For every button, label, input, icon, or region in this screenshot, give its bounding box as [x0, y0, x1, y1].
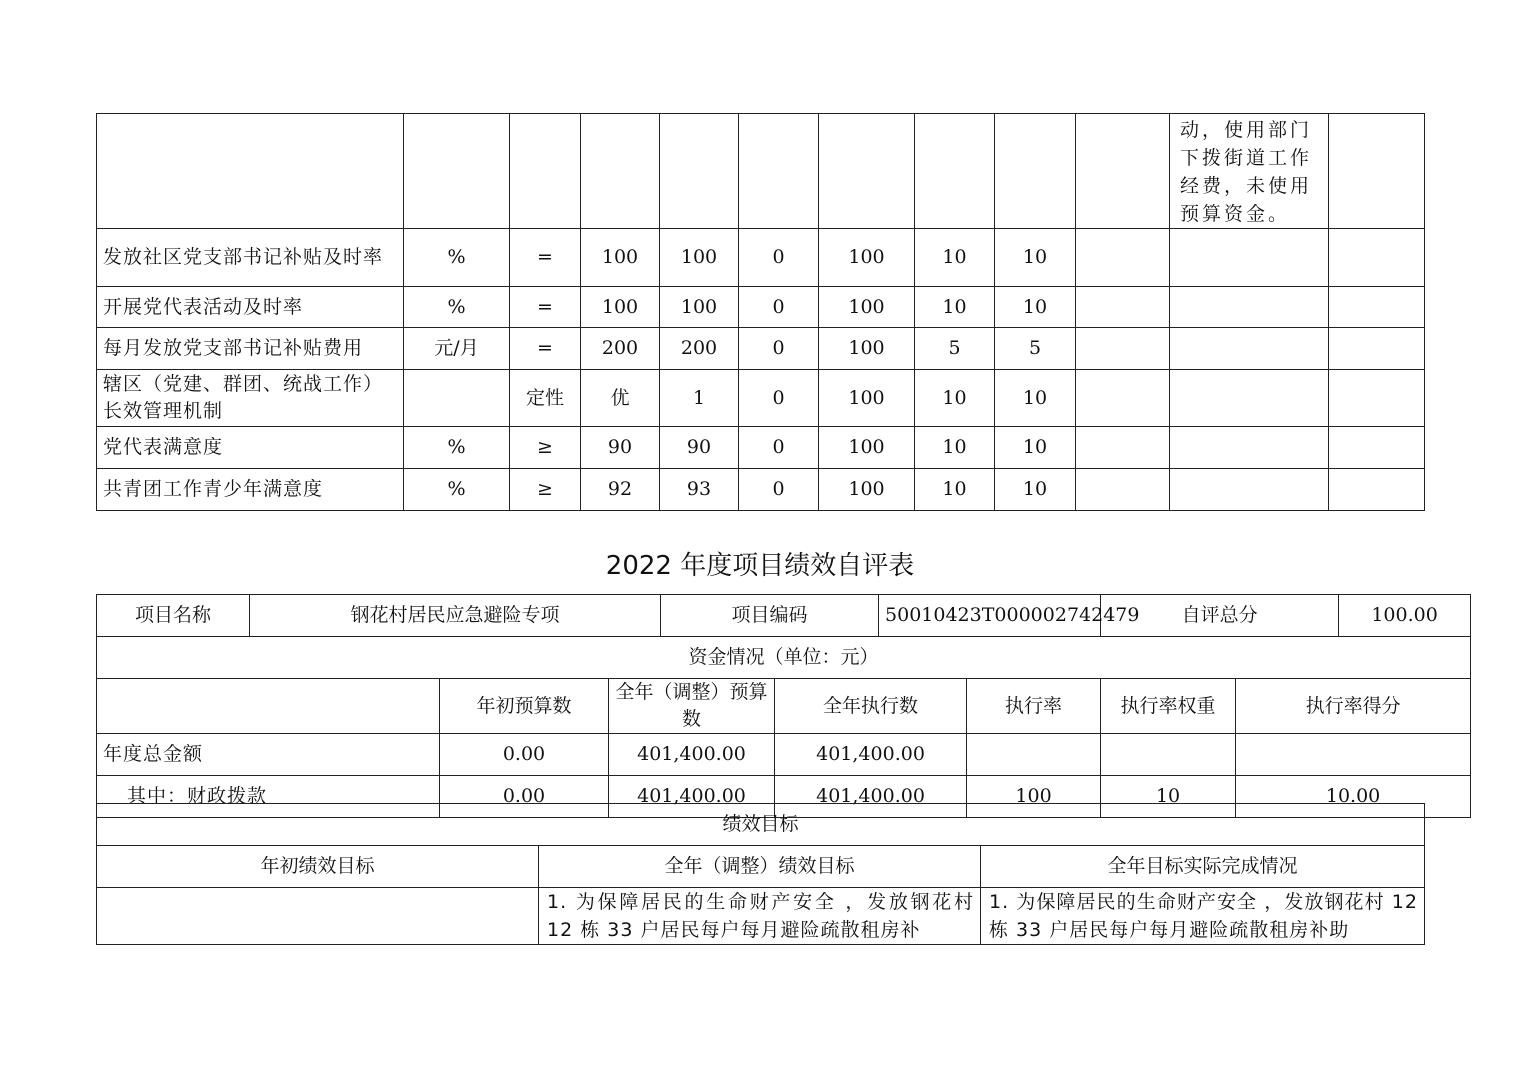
- indicator-weight: 10: [915, 370, 995, 427]
- project-name-value: 钢花村居民应急避险专项: [250, 595, 661, 637]
- funds-header: 执行率得分: [1236, 679, 1471, 734]
- goals-header-row: [97, 846, 1425, 888]
- self-score-label: 自评总分: [1101, 595, 1339, 637]
- indicator-row: [97, 229, 1425, 287]
- project-name-label: 项目名称: [97, 595, 250, 637]
- funds-header: 全年执行数: [775, 679, 967, 734]
- indicator-operator: 定性: [510, 370, 581, 427]
- funds-fiscal-weight: 10: [1101, 776, 1236, 818]
- indicator-c2: 100: [819, 427, 915, 469]
- indicator-actual: 100: [660, 287, 739, 328]
- funds-total-rate: [967, 734, 1101, 776]
- indicator-note-cell: 动，使用部门下拨街道工作经费，未使用预算资金。: [1170, 114, 1329, 229]
- indicator-row: [97, 328, 1425, 370]
- indicator-score: 10: [995, 229, 1076, 287]
- goals-content-row: [97, 888, 1425, 945]
- funds-section-row: [97, 637, 1471, 679]
- indicator-weight: 10: [915, 287, 995, 328]
- indicator-operator: ≥: [510, 427, 581, 469]
- indicator-c1: 0: [739, 370, 819, 427]
- indicator-weight: 10: [915, 427, 995, 469]
- indicator-actual: 1: [660, 370, 739, 427]
- indicator-c1: 0: [739, 328, 819, 370]
- indicator-target: 100: [581, 287, 660, 328]
- page-title: 2022 年度项目绩效自评表: [605, 551, 915, 581]
- funds-header: 全年（调整）预算数: [609, 679, 775, 734]
- indicator-c2: 100: [819, 287, 915, 328]
- indicator-actual: 100: [660, 229, 739, 287]
- funds-header: 执行率权重: [1101, 679, 1236, 734]
- indicator-name: 发放社区党支部书记补贴及时率: [97, 229, 404, 287]
- funds-total-weight: [1101, 734, 1236, 776]
- project-code-value: 50010423T000002742479: [879, 595, 1101, 637]
- funds-fiscal-label: 其中：财政拨款: [97, 776, 440, 818]
- funds-fiscal-rate: 100: [967, 776, 1101, 818]
- indicator-c2: 100: [819, 229, 915, 287]
- indicator-target: 200: [581, 328, 660, 370]
- indicator-weight: 5: [915, 328, 995, 370]
- indicator-c1: 0: [739, 287, 819, 328]
- indicator-unit: 元/月: [404, 328, 510, 370]
- indicator-unit: %: [404, 229, 510, 287]
- indicator-name: 共青团工作青少年满意度: [97, 469, 404, 511]
- indicator-table: [96, 113, 1425, 511]
- indicator-c1: 0: [739, 427, 819, 469]
- goals-table: [96, 803, 1425, 945]
- project-info-row: [97, 595, 1471, 637]
- funds-fiscal-initial: 0.00: [440, 776, 609, 818]
- indicator-name: 党代表满意度: [97, 427, 404, 469]
- goals-header-initial: 年初绩效目标: [97, 846, 539, 888]
- funds-total-row: [97, 734, 1471, 776]
- indicator-target: 92: [581, 469, 660, 511]
- funds-total-adjusted: 401,400.00: [609, 734, 775, 776]
- indicator-target: 90: [581, 427, 660, 469]
- goals-adjusted-text: 1. 为保障居民的生命财产安全 ，发放钢花村 12 栋 33 户居民每户每月避险疏散租房补: [539, 888, 981, 945]
- indicator-weight: 10: [915, 229, 995, 287]
- indicator-c1: 0: [739, 469, 819, 511]
- indicator-unit: [404, 370, 510, 427]
- indicator-unit: %: [404, 469, 510, 511]
- project-code-label: 项目编码: [661, 595, 879, 637]
- funds-section-label: 资金情况（单位：元）: [97, 637, 1471, 679]
- indicator-actual: 90: [660, 427, 739, 469]
- funds-header: 年初预算数: [440, 679, 609, 734]
- indicator-row: [97, 469, 1425, 511]
- indicator-name: 辖区（党建、群团、统战工作）长效管理机制: [97, 370, 404, 427]
- indicator-row: [97, 427, 1425, 469]
- indicator-score: 10: [995, 427, 1076, 469]
- indicator-continuation-row: [97, 114, 1425, 229]
- indicator-operator: ≥: [510, 469, 581, 511]
- funds-total-score: [1236, 734, 1471, 776]
- indicator-operator: =: [510, 229, 581, 287]
- funds-total-executed: 401,400.00: [775, 734, 967, 776]
- funds-header: 执行率: [967, 679, 1101, 734]
- indicator-target: 优: [581, 370, 660, 427]
- goals-initial-text: [97, 888, 539, 945]
- indicator-row: [97, 287, 1425, 328]
- indicator-target: 100: [581, 229, 660, 287]
- indicator-operator: =: [510, 287, 581, 328]
- funds-fiscal-adjusted: 401,400.00: [609, 776, 775, 818]
- indicator-unit: %: [404, 427, 510, 469]
- funds-header-row: [97, 679, 1471, 734]
- goals-section-row: [97, 804, 1425, 846]
- indicator-name: 每月发放党支部书记补贴费用: [97, 328, 404, 370]
- goals-section-label: 绩效目标: [97, 804, 1425, 846]
- self-score-value: 100.00: [1339, 595, 1471, 637]
- indicator-score: 5: [995, 328, 1076, 370]
- indicator-c2: 100: [819, 469, 915, 511]
- indicator-c2: 100: [819, 328, 915, 370]
- indicator-score: 10: [995, 469, 1076, 511]
- indicator-operator: =: [510, 328, 581, 370]
- indicator-c1: 0: [739, 229, 819, 287]
- indicator-actual: 200: [660, 328, 739, 370]
- indicator-weight: 10: [915, 469, 995, 511]
- funds-fiscal-score: 10.00: [1236, 776, 1471, 818]
- indicator-score: 10: [995, 287, 1076, 328]
- indicator-row: [97, 370, 1425, 427]
- funds-fiscal-executed: 401,400.00: [775, 776, 967, 818]
- funds-total-label: 年度总金额: [97, 734, 440, 776]
- goals-actual-text: 1. 为保障居民的生命财产安全 ，发放钢花村 12 栋 33 户居民每户每月避险疏散租房补助: [981, 888, 1425, 945]
- funds-total-initial: 0.00: [440, 734, 609, 776]
- indicator-name: 开展党代表活动及时率: [97, 287, 404, 328]
- goals-header-adjusted: 全年（调整）绩效目标: [539, 846, 981, 888]
- project-funds-table: [96, 594, 1471, 818]
- indicator-c2: 100: [819, 370, 915, 427]
- indicator-unit: %: [404, 287, 510, 328]
- indicator-score: 10: [995, 370, 1076, 427]
- goals-header-actual: 全年目标实际完成情况: [981, 846, 1425, 888]
- indicator-actual: 93: [660, 469, 739, 511]
